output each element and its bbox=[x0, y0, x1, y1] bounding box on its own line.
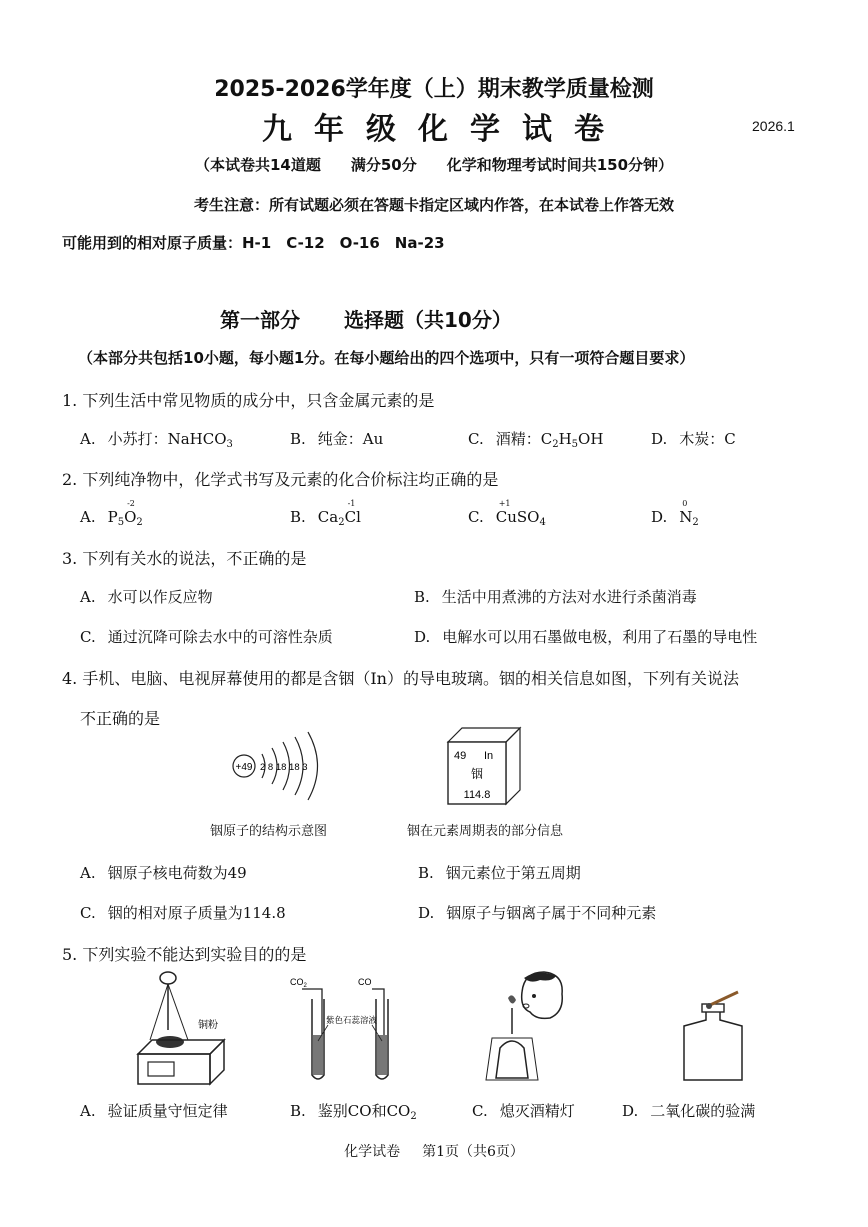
option-text: 水可以作反应物 bbox=[107, 588, 213, 606]
option-text: 铟元素位于第五周期 bbox=[445, 864, 581, 882]
subscript: 3 bbox=[226, 439, 233, 450]
section-name: 选择题（共10分） bbox=[344, 308, 512, 332]
footer-subject: 化学试卷 bbox=[344, 1144, 401, 1160]
valence-element bbox=[495, 499, 517, 526]
option-letter: A. bbox=[80, 588, 96, 606]
atomic-number: 49 bbox=[454, 750, 467, 762]
nucleus-charge: +49 bbox=[235, 762, 253, 773]
exam-info: （本试卷共14道题 满分50分 化学和物理考试时间共150分钟） bbox=[194, 156, 674, 174]
page-footer bbox=[0, 1141, 868, 1161]
atomic-masses: 可能用到的相对原子质量：H-1 C-12 O-16 Na-23 bbox=[62, 234, 445, 252]
element-symbol: In bbox=[484, 750, 494, 762]
figure-alcohol-lamp bbox=[482, 968, 592, 1088]
gas-co2-label bbox=[290, 977, 308, 989]
valence-mark: +1 bbox=[498, 499, 511, 508]
gas-co-label: CO bbox=[358, 977, 372, 987]
q3-option-c bbox=[80, 626, 333, 647]
formula-part: N bbox=[679, 508, 693, 526]
section-part: 第一部分 bbox=[220, 308, 300, 332]
option-text: H bbox=[558, 430, 572, 448]
string-line bbox=[168, 984, 188, 1040]
option-letter: B. bbox=[418, 864, 434, 882]
q5-option-b bbox=[290, 1100, 417, 1122]
q1-option-a bbox=[80, 428, 233, 450]
periodic-table-cell bbox=[446, 726, 522, 806]
option-letter: C. bbox=[468, 430, 484, 448]
option-letter: B. bbox=[414, 588, 430, 606]
indium-atom-diagram bbox=[228, 726, 348, 806]
flame bbox=[508, 995, 516, 1003]
q4-option-d bbox=[418, 902, 656, 923]
question-4-stem-line1: 4. 手机、电脑、电视屏幕使用的都是含铟（In）的导电玻璃。铟的相关信息如图，下列有关说法 bbox=[62, 669, 739, 688]
option-text: 通过沉降可除去水中的可溶性杂质 bbox=[107, 628, 333, 646]
formula-part: Cl bbox=[344, 508, 361, 526]
q3-option-b bbox=[414, 586, 697, 607]
valence-element bbox=[344, 499, 361, 526]
label-copper-powder: 铜粉 bbox=[198, 1020, 218, 1031]
valence-mark: 0 bbox=[682, 499, 688, 508]
shell-electron-counts: 2 8 18 18 3 bbox=[260, 762, 308, 773]
figure-gas-bottle bbox=[672, 992, 772, 1082]
subscript: 2 bbox=[552, 439, 559, 450]
q3-option-a bbox=[80, 586, 213, 607]
option-letter: D. bbox=[651, 508, 668, 526]
subscript: 5 bbox=[117, 517, 125, 528]
footer-page-number: 第1页（共6页） bbox=[422, 1144, 524, 1160]
subscript: 5 bbox=[571, 439, 579, 450]
q1-option-b bbox=[290, 428, 383, 449]
option-letter: A. bbox=[80, 1102, 96, 1120]
option-letter: D. bbox=[414, 628, 431, 646]
subscript: 2 bbox=[303, 983, 307, 989]
option-letter: B. bbox=[290, 430, 306, 448]
string-line bbox=[150, 984, 168, 1040]
electron-shell-arc bbox=[308, 732, 318, 800]
lamp-glass bbox=[486, 1038, 538, 1080]
subscript: 2 bbox=[410, 1111, 417, 1122]
valence-element bbox=[679, 499, 693, 526]
person-eye bbox=[532, 994, 536, 998]
caption-atom-structure: 铟原子的结构示意图 bbox=[210, 824, 328, 839]
q4-option-b bbox=[418, 862, 581, 883]
figure-test-tubes bbox=[288, 975, 398, 1095]
option-letter: A. bbox=[80, 508, 96, 526]
atomic-mass: 114.8 bbox=[463, 789, 491, 801]
gas-formula: CO bbox=[290, 977, 304, 987]
option-letter: B. bbox=[290, 508, 306, 526]
q2-option-a bbox=[80, 499, 143, 528]
caption-periodic-cell: 铟在元素周期表的部分信息 bbox=[407, 824, 564, 839]
exam-date: 2026.1 bbox=[752, 118, 795, 134]
subscript: 2 bbox=[338, 517, 345, 528]
copper-powder bbox=[156, 1036, 184, 1048]
exam-title-line2: 九年级化学试卷 bbox=[262, 112, 626, 147]
rubber-bulb bbox=[160, 972, 176, 984]
q2-option-b bbox=[290, 499, 361, 528]
option-text: 铟原子与铟离子属于不同种元素 bbox=[446, 904, 657, 922]
option-text: 电解水可以用石墨做电极，利用了石墨的导电性 bbox=[442, 628, 758, 646]
option-letter: D. bbox=[418, 904, 435, 922]
subscript: 2 bbox=[136, 517, 143, 528]
option-letter: C. bbox=[80, 628, 96, 646]
section-description: （本部分共包括10小题，每小题1分。在每小题给出的四个选项中，只有一项符合题目要求） bbox=[78, 349, 695, 367]
option-text: 木炭：C bbox=[679, 430, 736, 448]
formula-part: Ca bbox=[317, 508, 339, 526]
option-letter: C. bbox=[468, 508, 484, 526]
formula-part: SO bbox=[516, 508, 540, 526]
formula-part: P bbox=[107, 508, 118, 526]
balance-display bbox=[148, 1062, 174, 1076]
question-3-stem: 3. 下列有关水的说法，不正确的是 bbox=[62, 549, 307, 568]
q2-option-c bbox=[468, 499, 546, 528]
q1-option-c bbox=[468, 428, 603, 450]
question-2-stem: 2. 下列纯净物中，化学式书写及元素的化合价标注均正确的是 bbox=[62, 470, 499, 489]
option-text: 酒精：C bbox=[495, 430, 553, 448]
subscript: 2 bbox=[692, 517, 699, 528]
q1-option-d bbox=[651, 428, 736, 449]
option-text: 生活中用煮沸的方法对水进行杀菌消毒 bbox=[441, 588, 697, 606]
option-letter: B. bbox=[290, 1102, 306, 1120]
section-title bbox=[220, 304, 512, 333]
option-letter: D. bbox=[622, 1102, 639, 1120]
q5-option-a bbox=[80, 1100, 228, 1121]
valence-mark: -2 bbox=[127, 499, 135, 508]
option-text: 铟原子核电荷数为49 bbox=[107, 864, 247, 882]
figure-balance-copper bbox=[128, 970, 238, 1090]
question-4-stem-line2: 不正确的是 bbox=[80, 709, 161, 728]
q5-option-c bbox=[472, 1100, 575, 1121]
cell-top-face bbox=[448, 728, 520, 742]
option-letter: C. bbox=[472, 1102, 488, 1120]
option-letter: A. bbox=[80, 430, 96, 448]
option-text: 纯金：Au bbox=[317, 430, 384, 448]
lamp-body bbox=[496, 1041, 528, 1078]
q3-option-d bbox=[414, 626, 757, 647]
option-text: 二氧化碳的验满 bbox=[650, 1102, 756, 1120]
option-text: 铟的相对原子质量为114.8 bbox=[107, 904, 286, 922]
option-text: OH bbox=[578, 430, 604, 448]
exam-title-line1: 2025-2026学年度（上）期末教学质量检测 bbox=[214, 77, 654, 102]
exam-notice: 考生注意：所有试题必须在答题卡指定区域内作答，在本试卷上作答无效 bbox=[193, 196, 674, 214]
litmus-solution-label: 紫色石蕊溶液 bbox=[326, 1016, 378, 1026]
bottle-outline bbox=[684, 1012, 742, 1080]
balance-side bbox=[210, 1040, 224, 1084]
cell-side-face bbox=[506, 728, 520, 804]
q5-option-d bbox=[622, 1100, 755, 1121]
valence-element bbox=[124, 499, 137, 526]
question-5-stem: 5. 下列实验不能达到实验目的的是 bbox=[62, 945, 307, 964]
q4-option-a bbox=[80, 862, 247, 883]
option-text: 熄灭酒精灯 bbox=[499, 1102, 575, 1120]
option-text: 小苏打：NaHCO bbox=[107, 430, 227, 448]
q4-option-c bbox=[80, 902, 286, 923]
option-letter: C. bbox=[80, 904, 96, 922]
subscript: 4 bbox=[539, 517, 546, 528]
element-name: 铟 bbox=[470, 767, 484, 781]
option-letter: D. bbox=[651, 430, 668, 448]
option-letter: A. bbox=[80, 864, 96, 882]
formula-part: O bbox=[124, 508, 137, 526]
valence-mark: -1 bbox=[347, 499, 356, 508]
option-text: 验证质量守恒定律 bbox=[107, 1102, 228, 1120]
match-tip bbox=[706, 1003, 712, 1009]
option-text: 鉴别CO和CO bbox=[317, 1102, 411, 1120]
question-1-stem: 1. 下列生活中常见物质的成分中，只含金属元素的是 bbox=[62, 391, 435, 410]
formula-part: Cu bbox=[495, 508, 517, 526]
q2-option-d bbox=[651, 499, 699, 528]
